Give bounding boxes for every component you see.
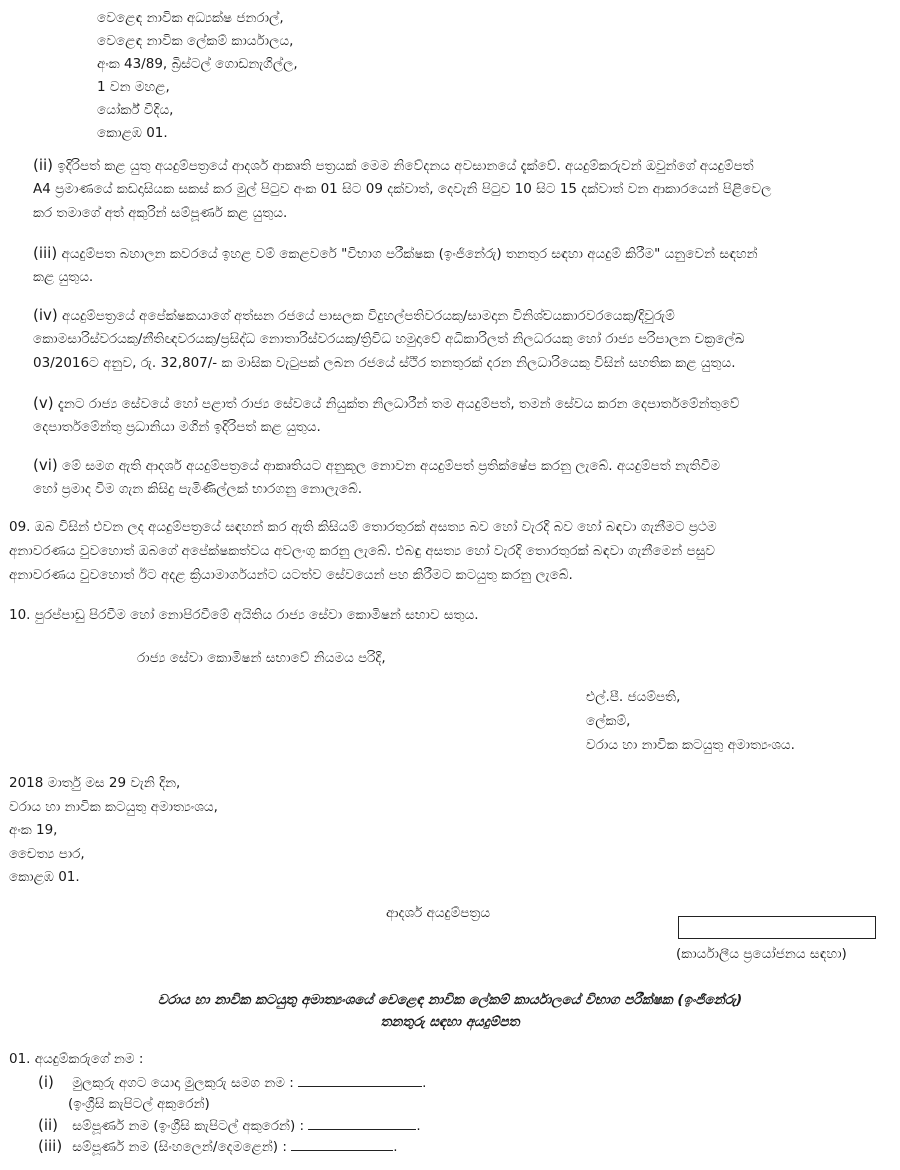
- item-text-line: හෝ ප්‍රමාද වීම ගැන කිසිදු පැමිණිල්ලක් භාරගනු නොලැබේ.: [33, 481, 363, 497]
- form-subheading: තනතුරු සඳහා අයදුම්පත: [380, 1014, 520, 1030]
- field-label: මුලකුරු අගට යොදා මුලකුරු සමග නම :: [72, 1075, 294, 1091]
- address-line: 1 වන මහළ,: [97, 79, 170, 95]
- date-address-block: [9, 773, 218, 891]
- address-block-top: [97, 8, 298, 146]
- item-text-line: අයදුම්පත්‍රයේ අපේක්ෂකයාගේ අත්සන රජයේ පාසලක විදුහල්පතිවරයකු/සාමදාන විනිශ්චයකාරවරයෙකු/දිවුරුම්: [62, 308, 675, 324]
- item-text-line: කර තමාගේ අත් අකුරින් සම්පූර්ණ කළ යුතුය.: [33, 205, 288, 221]
- office-use-box: [678, 916, 876, 939]
- address-line: යෝර්ක් වීදිය,: [97, 102, 174, 118]
- item-label: (vi): [33, 456, 58, 474]
- item-text-line: කොමසාරිස්වරයකු/නීතිඥවරයකු/ප්‍රසිද්ධ නොතාරිස්වරයකු/ත්‍රිවිධ හමුදාවේ අධිකාරිලත් නිලධරයකු හෝ රාජ්‍ය පරිපාලන චක්‍රලේඛ: [33, 331, 745, 347]
- item-text-line: A4 ප්‍රමාණයේ කඩදාසියක සකස් කර මුල් පිටුව අංක 01 සිට 09 දක්වාත්, දෙවැනි පිටුව 10 සිට 15 දක්වාත් වන ආකාරයෙන් පිළිවෙල: [33, 181, 772, 197]
- full-name-english-input[interactable]: [308, 1115, 416, 1130]
- office-use-label: (කාර්යාලීය ප්‍රයෝජනය සඳහා): [676, 946, 847, 962]
- item-label: (iii): [33, 244, 58, 262]
- address-line: වරාය හා නාවික කටයුතු අමාත්‍යංශය,: [9, 798, 218, 815]
- order-line: රාජ්‍ය සේවා කොමිෂන් සභාවේ නියමය පරිදි,: [137, 650, 386, 666]
- paragraph-line: අනාවරණය වුවහොත් ඊට අදළ ක්‍රියාමාර්ගයන්ට යටත්ව සේවයෙන් පහ කිරීමට කටයුතු කරනු ලැබේ.: [9, 567, 573, 583]
- item-text-line: ඉදිරිපත් කළ යුතු අයදුම්පත්‍රයේ ආදර්ශ ආකෘති පත්‍රයක් මෙම නිවේදනය අවසානයේ දැක්වේ. අයදුම්කරුවන් ඔවුන්ගේ අයදුම්පත්: [57, 158, 754, 174]
- address-line: වෙළෙඳ නාවික අධ්‍යක්ෂ ජනරාල්,: [97, 10, 284, 26]
- field-label: සම්පූර්ණ නම (සිංහලෙන්/දෙමළෙන්) :: [72, 1139, 287, 1155]
- field-01-label: 01. අයදුම්කරුගේ නම :: [9, 1051, 144, 1067]
- form-title: ආදර්ශ අයදුම්පත්‍රය: [386, 905, 491, 921]
- item-text-line: දෙපාර්තමේන්තු ප්‍රධානියා මගින් ඉදිරිපත් කළ යුතුය.: [33, 419, 321, 435]
- item-text-line: අයදුම්පත බහාලන කවරයේ ඉහළ වම් කෙළවරේ "විභාග පරීක්ෂක (ඉංජිනේරු) තනතුර සඳහා අයදුම් කිරීම" යනුවෙන් සඳහන්: [61, 246, 758, 262]
- field-number: (ii): [38, 1116, 59, 1134]
- paragraph-10: 10. පුරප්පාඩු පිරවීම හෝ නොපිරවීමේ අයිතිය රාජ්‍ය සේවා කොමිෂන් සභාව සතුය.: [9, 607, 479, 623]
- item-label: (iv): [33, 306, 58, 324]
- item-text-line: මේ සමග ඇති ආදර්ශ අයදුම්පත්‍රයේ ආකෘතියට අනුකූල නොවන අයදුම්පත් ප්‍රතික්ෂේප කරනු ලැබේ. අයදුම්පත් නැතිවීම: [62, 458, 721, 474]
- item-ii: [33, 155, 873, 227]
- item-label: (ii): [33, 156, 54, 174]
- item-iii: [33, 243, 873, 291]
- signatory-ministry: වරාය හා නාවික කටයුතු අමාත්‍යංශය.: [586, 737, 795, 753]
- form-heading: වරාය හා නාවික කටයුතු අමාත්‍යංශයේ වෙළෙඳ නාවික ලේකම් කාර්යාලයේ විභාග පරීක්ෂක (ඉංජිනේරු): [157, 992, 743, 1008]
- paragraph-line: අනාවරණය වුවහොත් ඔබගේ අපේක්ෂකත්වය අවලංගු කරනු ලැබේ. එබඳු අසත්‍ය හෝ වැරදි තොරතුරක් බඳවා ගැනීමෙන් පසුව: [9, 543, 715, 559]
- field-ii: (ii) සම්පූර්ණ නම (ඉංග්‍රීසි කැපිටල් අකුරෙන්) : .: [38, 1116, 421, 1134]
- date-line: 2018 මාර්තු මස 29 වැනි දින,: [9, 775, 181, 791]
- field-number: (iii): [38, 1137, 63, 1155]
- item-label: (v): [33, 394, 54, 412]
- item-text-line: දැනට රාජ්‍ය සේවයේ හෝ පළාත් රාජ්‍ය සේවයේ නියුක්ත නිලධාරීන් තම අයදුම්පත්, තමන් සේවය කරන දෙපාර්තමේන්තුවේ: [57, 396, 740, 412]
- signatory-title: ලේකම්,: [586, 713, 631, 729]
- address-line: අංක 19,: [9, 822, 58, 838]
- signatory-name: එල්.පී. ජයම්පති,: [586, 689, 681, 705]
- field-i: (i) මුලකුරු අගට යොදා මුලකුරු සමග නම : . (ඉංග්‍රීසි කැපිටල් අකුරෙන්): [38, 1072, 538, 1116]
- address-line: කොළඹ 01.: [9, 869, 80, 885]
- field-label: සම්පූර්ණ නම (ඉංග්‍රීසි කැපිටල් අකුරෙන්) :: [72, 1118, 305, 1134]
- address-line: කොළඹ 01.: [97, 125, 168, 141]
- name-with-initials-input[interactable]: [298, 1072, 422, 1087]
- address-line: චෛත්‍ය පාර,: [9, 845, 85, 862]
- item-vi: [33, 455, 873, 503]
- field-number: (i): [38, 1073, 54, 1091]
- paragraph-09: [9, 517, 879, 589]
- address-line: වෙළෙඳ නාවික ලේකම් කාර්යාලය,: [97, 33, 294, 49]
- full-name-sinhala-input[interactable]: [291, 1136, 393, 1151]
- item-iv: [33, 305, 873, 377]
- item-text-line: කළ යුතුය.: [33, 269, 94, 285]
- paragraph-line: 09. ඔබ විසින් එවන ලද අයදුම්පත්‍රයේ සඳහන් කර ඇති කිසියම් තොරතුරක් අසත්‍ය බව හෝ වැරදි බව හෝ බඳවා ගැනීමට ප්‍රථම: [9, 519, 717, 535]
- signature-block: [586, 687, 795, 759]
- item-text-line: 03/2016ට අනුව, රු. 32,807/- ක මාසික වැටුපක් ලබන රජයේ ස්ථිර තනතුරක් දරන නිලධාරියෙකු විසින් සහතික කළ යුතුය.: [33, 355, 736, 371]
- field-iii: (iii) සම්පූර්ණ නම (සිංහලෙන්/දෙමළෙන්) : .: [38, 1137, 398, 1155]
- item-v: [33, 393, 873, 441]
- field-note: (ඉංග්‍රීසි කැපිටල් අකුරෙන්): [68, 1096, 210, 1112]
- address-line: අංක 43/89, බ්‍රිස්ටල් ගොඩනැගිල්ල,: [97, 56, 298, 72]
